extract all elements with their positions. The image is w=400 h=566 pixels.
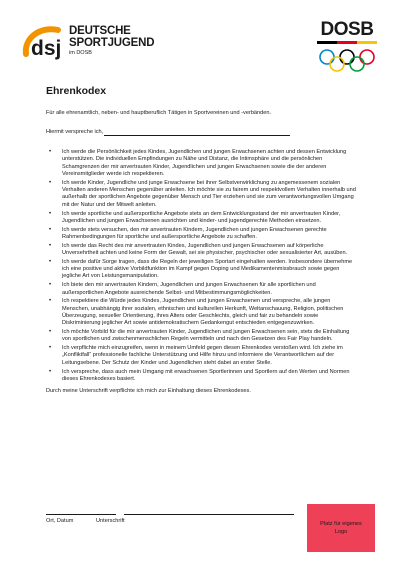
code-list xyxy=(46,149,358,383)
document-body xyxy=(46,84,358,395)
signature-line[interactable] xyxy=(124,514,294,515)
list-item: • Ich möchte Vorbild für die mir anvertrauten Kinder, Jugendlichen und jungen Erwachsenen sein, stets die Einhaltung von sportlichen und zwischenmenschlichen Regeln vermitteln und nach den Gesetzen des Fair Play handeln. xyxy=(46,329,358,344)
closing-text: Durch meine Unterschrift verpflichte ich mich zur Einhaltung dieses Ehrenkodexes. xyxy=(46,388,251,395)
dsj-logo-mark-icon xyxy=(22,24,66,60)
list-item: • Ich biete den mir anvertrauten Kindern, Jugendlichen und jungen Erwachsenen für alle sportlichen und außersportlichen Angebote ausreichende Selbst- und Mitbestimmungsmöglichkeiten. xyxy=(46,282,358,297)
dosb-logo xyxy=(314,20,380,74)
place-date-line[interactable] xyxy=(46,514,116,515)
dosb-bar-red xyxy=(337,41,357,44)
own-logo-placeholder xyxy=(307,504,375,552)
olympic-rings-icon xyxy=(318,48,376,74)
dsj-logo-text xyxy=(69,26,154,57)
dsj-line-2: SPORTJUGEND xyxy=(69,36,155,49)
dosb-bar-black xyxy=(317,41,337,44)
dsj-line-3: im DOSB xyxy=(69,50,92,56)
list-item: • Ich werde dafür Sorge tragen, dass die Regeln der jeweiligen Sportart eingehalten werden. Insbesondere übernehme ich eine positive und aktive Vorbildfunktion im Kampf gegen Doping und Medikamentenmissbrauch sowie gegen jegliche Art von Leistungsmanipulation. xyxy=(46,259,358,281)
intro-text: Für alle ehrenamtlich, neben- und hauptberuflich Tätigen in Sportvereinen und -verbänden. xyxy=(46,110,272,116)
dsj-line-1: DEUTSCHE xyxy=(69,25,131,37)
list-item: • Ich werde Kinder, Jugendliche und junge Erwachsene bei ihrer Selbstverwirklichung zu angemessenem sozialen Verhalten anderen Menschen gegenüber anleiten. Ich möchte sie zu fairem und respektvollem Verhalten innerhalb und außerhalb der sportlichen Angebote gegenüber Mensch und Tier erziehen und sie zum verantwortungsvollen Umgang mit der Natur und der Mitwelt anleiten. xyxy=(46,180,358,209)
list-item: • Ich werde die Persönlichkeit jedes Kindes, Jugendlichen und jungen Erwachsenen achten und dessen Entwicklung unterstützen. Die individuellen Empfindungen zu Nähe und Distanz, die Intimsphäre und die persönlichen Schamgrenzen der mir anvertrauten Kinder, Jugendlichen und jungen Erwachsenen sowie die der anderen Vereinsmitglieder werde ich respektieren. xyxy=(46,149,358,178)
promise-label: Hiermit verspreche ich, xyxy=(46,129,104,135)
place-date-label: Ort, Datum xyxy=(46,518,74,524)
list-item: • Ich werde das Recht des mir anvertrauten Kindes, Jugendlichen und jungen Erwachsenen auf körperliche Unversehrtheit achten und keine Form der Gewalt, sei sie physischer, psychischer oder sexualisierter Art, ausüben. xyxy=(46,243,358,258)
document-title: Ehrenkodex xyxy=(46,85,107,97)
logo-box-line-2: Logo xyxy=(334,529,348,535)
dosb-color-bar xyxy=(317,41,377,44)
signature-label: Unterschrift xyxy=(96,518,125,524)
dsj-logo xyxy=(22,24,155,60)
dosb-bar-gold xyxy=(357,41,377,44)
name-entry-line[interactable] xyxy=(104,135,290,136)
dosb-logo-text: DOSB xyxy=(320,19,374,40)
list-item: • Ich werde sportliche und außersportliche Angebote stets an dem Entwicklungsstand der mir anvertrauten Kinder, Jugendlichen und jungen Erwachsenen ausrichten und kinder- und jugendgerechte Methoden einsetzen. xyxy=(46,211,358,226)
list-item: • Ich werde stets versuchen, den mir anvertrauten Kindern, Jugendlichen und jungen Erwachsenen gerechte Rahmenbedingungen für sportliche und außersportliche Angebote zu schaffen. xyxy=(46,227,358,242)
list-item: • Ich respektiere die Würde jedes Kindes, Jugendlichen und jungen Erwachsenen und verspreche, alle jungen Menschen, unabhängig ihrer sozialen, ethnischen und kulturellen Herkunft, Weltanschauung, Religion, politischen Überzeugung, sexueller Orientierung, ihres Alters oder Geschlechts, gleich und fair zu behandeln sowie Diskriminierung jeglicher Art sowie antidemokratischem Gedankengut entschieden entgegenzuwirken. xyxy=(46,298,358,327)
list-item: • Ich verspreche, dass auch mein Umgang mit erwachsenen Sportlerinnen und Sportlern auf den Werten und Normen dieses Ehrenkodexes basiert. xyxy=(46,369,358,384)
promise-row xyxy=(46,129,358,137)
logo-box-line-1: Platz für eigenes xyxy=(320,521,362,527)
list-item: • Ich verpflichte mich einzugreifen, wenn in meinem Umfeld gegen diesen Ehrenkodex verstoßen wird. Ich ziehe im „Konfliktfall“ professionelle fachliche Unterstützung und Hilfe hinzu und informiere die Verantwortlichen auf der Leitungsebene. Der Schutz der Kinder und Jugendlichen steht dabei an erster Stelle. xyxy=(46,345,358,367)
dsj-mark-text: dsj xyxy=(31,37,62,60)
page-header xyxy=(0,0,400,80)
